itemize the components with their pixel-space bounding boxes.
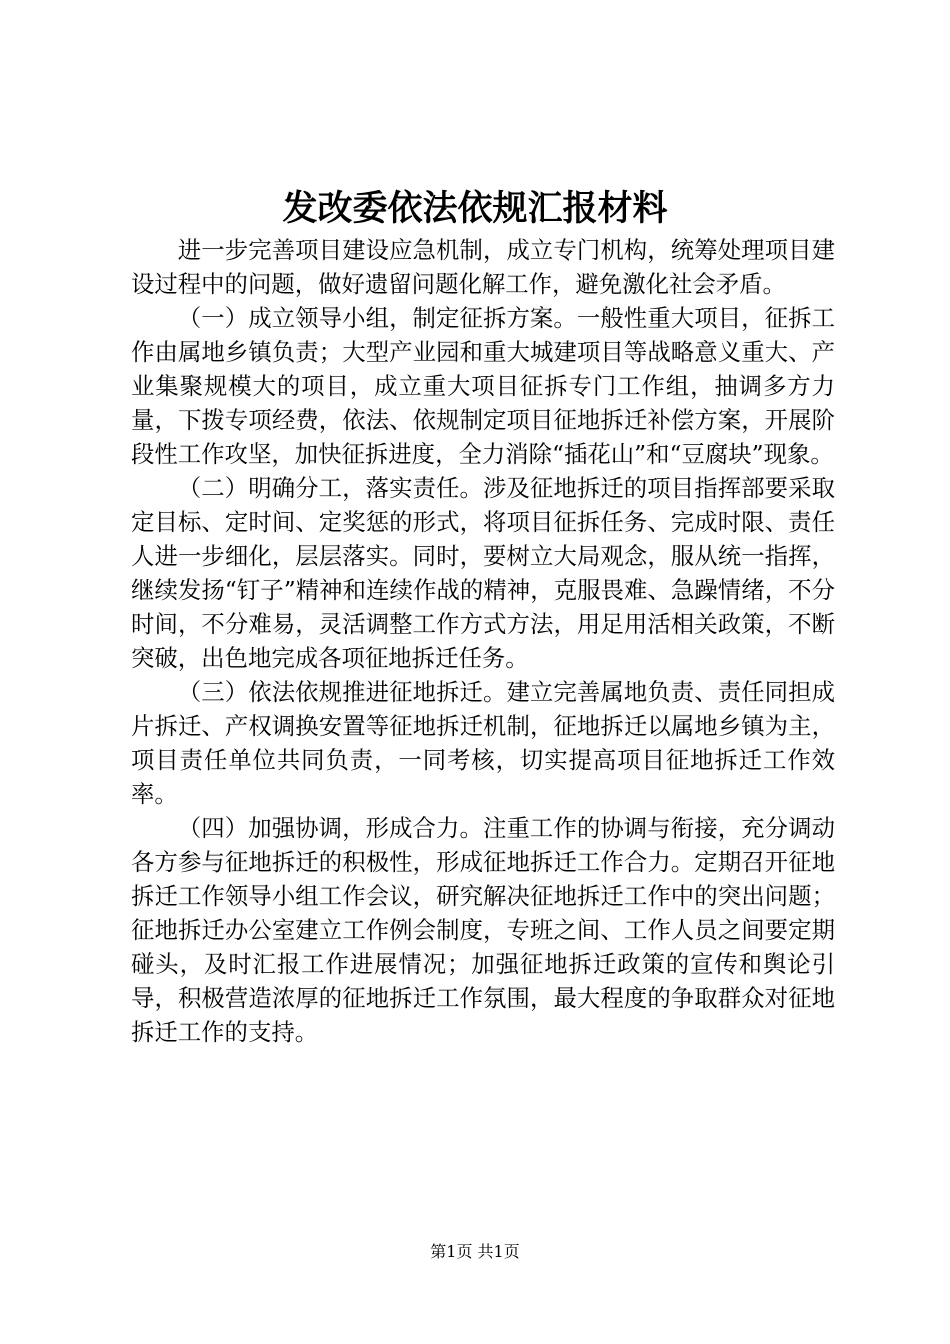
paragraph-intro: 进一步完善项目建设应急机制，成立专门机构，统筹处理项目建设过程中的问题，做好遗留问题化解工作，避免激化社会矛盾。 — [131, 236, 835, 298]
paragraph-section-4: （四）加强协调，形成合力。注重工作的协调与衔接，充分调动各方参与征地拆迁的积极性，形成征地拆迁工作合力。定期召开征地拆迁工作领导小组工作会议，研究解决征地拆迁工作中的突出问题；征地拆迁办公室建立工作例会制度，专班之间、工作人员之间要定期碰头，及时汇报工作进展情况；加强征地拆迁政策的宣传和舆论引导，积极营造浓厚的征地拆迁工作氛围，最大程度的争取群众对征地拆迁工作的支持。 — [131, 814, 835, 1046]
paragraph-section-1: （一）成立领导小组，制定征拆方案。一般性重大项目，征拆工作由属地乡镇负责；大型产业园和重大城建项目等战略意义重大、产业集聚规模大的项目，成立重大项目征拆专门工作组，抽调多方力量，下拨专项经费，依法、依规制定项目征地拆迁补偿方案，开展阶段性工作攻坚，加快征拆进度，全力消除“插花山”和“豆腐块”现象。 — [131, 304, 835, 468]
document-body — [131, 233, 835, 1049]
document-title: 发改委依法依规汇报材料 — [282, 188, 668, 229]
page-footer: 第1页 共1页 — [430, 1242, 520, 1261]
paragraph-section-3: （三）依法依规推进征地拆迁。建立完善属地负责、责任同担成片拆迁、产权调换安置等征地拆迁机制，征地拆迁以属地乡镇为主，项目责任单位共同负责，一同考核，切实提高项目征地拆迁工作效率。 — [131, 678, 835, 808]
paragraph-section-2: （二）明确分工，落实责任。涉及征地拆迁的项目指挥部要采取定目标、定时间、定奖惩的形式，将项目征拆任务、完成时限、责任人进一步细化，层层落实。同时，要树立大局观念，服从统一指挥，继续发扬“钉子”精神和连续作战的精神，克服畏难、急躁情绪，不分时间，不分难易，灵活调整工作方式方法，用足用活相关政策，不断突破，出色地完成各项征地拆迁任务。 — [131, 474, 835, 672]
